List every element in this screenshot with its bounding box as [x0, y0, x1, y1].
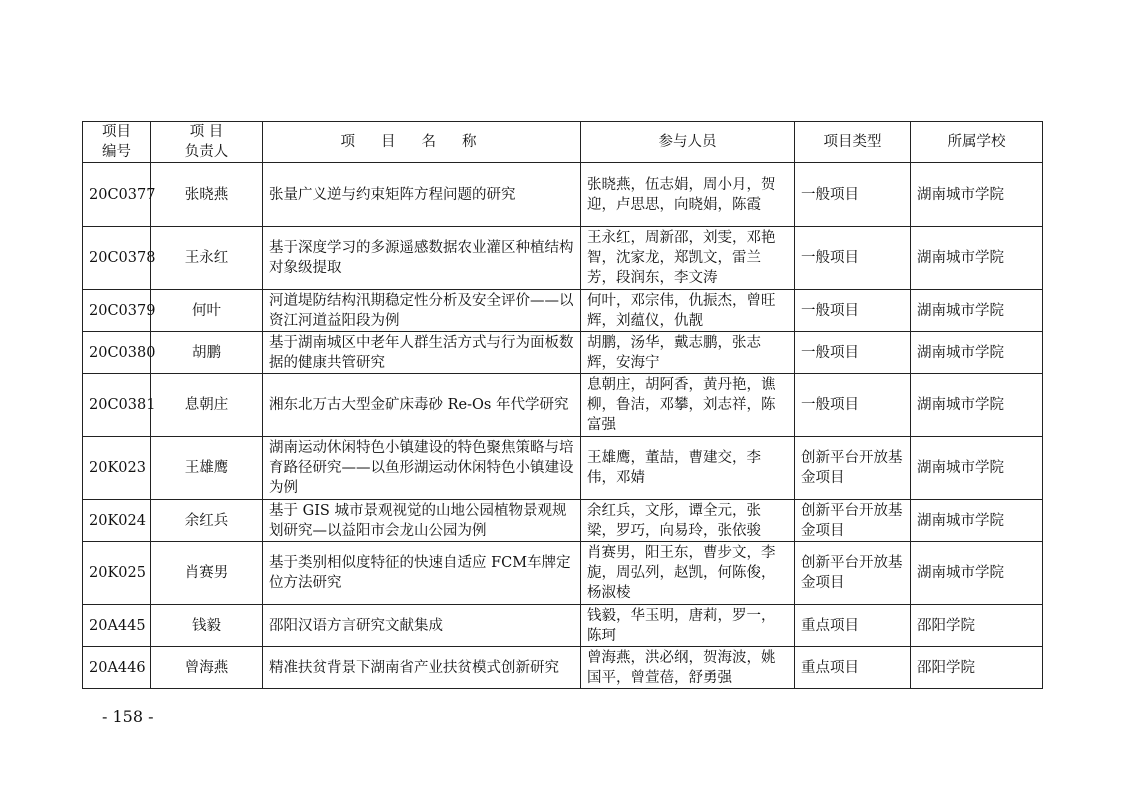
cell-project-type: 创新平台开放基金项目: [795, 437, 911, 500]
cell-leader: 余红兵: [151, 500, 263, 542]
table-row: [83, 542, 1043, 605]
cell-project-name: 基于湖南城区中老年人群生活方式与行为面板数据的健康共管研究: [263, 332, 581, 374]
cell-project-name: 河道堤防结构汛期稳定性分析及安全评价——以资江河道益阳段为例: [263, 290, 581, 332]
cell-members: 王雄鹰，董喆，曹建交，李伟，邓婧: [581, 437, 795, 500]
cell-members: 张晓燕，伍志娟，周小月，贺迎，卢思思，向晓娟，陈霞: [581, 163, 795, 227]
cell-project-name: 基于深度学习的多源遥感数据农业灌区种植结构对象级提取: [263, 227, 581, 290]
table-row: [83, 500, 1043, 542]
project-table: [82, 121, 1043, 689]
cell-school: 湖南城市学院: [911, 332, 1043, 374]
cell-project-id: 20C0381: [83, 374, 151, 437]
cell-leader: 何叶: [151, 290, 263, 332]
cell-project-id: 20C0377: [83, 163, 151, 227]
header-project-type: 项目类型: [795, 122, 911, 163]
table-row: [83, 163, 1043, 227]
cell-project-name: 基于类别相似度特征的快速自适应 FCM车牌定位方法研究: [263, 542, 581, 605]
cell-members: 肖赛男，阳王东，曹步文，李旎，周弘列，赵凯，何陈俊，杨淑棱: [581, 542, 795, 605]
cell-project-type: 重点项目: [795, 605, 911, 647]
cell-project-type: 一般项目: [795, 374, 911, 437]
cell-members: 曾海燕，洪必纲，贺海波，姚国平，曾萱蓓，舒勇强: [581, 647, 795, 689]
page-number: - 158 -: [102, 707, 154, 726]
table-row: [83, 437, 1043, 500]
header-row: [83, 122, 1043, 163]
cell-school: 湖南城市学院: [911, 374, 1043, 437]
cell-members: 何叶，邓宗伟，仇振杰，曾旺辉，刘蕴仪，仇靓: [581, 290, 795, 332]
cell-project-type: 创新平台开放基金项目: [795, 500, 911, 542]
cell-project-id: 20A446: [83, 647, 151, 689]
cell-school: 湖南城市学院: [911, 290, 1043, 332]
table-row: [83, 332, 1043, 374]
cell-project-id: 20K024: [83, 500, 151, 542]
cell-leader: 曾海燕: [151, 647, 263, 689]
table-row: [83, 647, 1043, 689]
cell-leader: 王雄鹰: [151, 437, 263, 500]
cell-project-name: 邵阳汉语方言研究文献集成: [263, 605, 581, 647]
cell-project-type: 创新平台开放基金项目: [795, 542, 911, 605]
cell-school: 湖南城市学院: [911, 500, 1043, 542]
cell-members: 胡鹏，汤华，戴志鹏，张志辉，安海宁: [581, 332, 795, 374]
cell-project-name: 湖南运动休闲特色小镇建设的特色聚焦策略与培育路径研究——以鱼形湖运动休闲特色小镇建设为例: [263, 437, 581, 500]
cell-project-id: 20C0378: [83, 227, 151, 290]
header-members: 参与人员: [581, 122, 795, 163]
cell-leader: 肖赛男: [151, 542, 263, 605]
cell-project-type: 一般项目: [795, 163, 911, 227]
header-project-name: 项目名称: [263, 122, 581, 163]
cell-project-type: 一般项目: [795, 290, 911, 332]
cell-school: 湖南城市学院: [911, 542, 1043, 605]
cell-leader: 胡鹏: [151, 332, 263, 374]
cell-members: 余红兵，文彤，谭全元，张梁，罗巧，向易玲，张依骏: [581, 500, 795, 542]
cell-project-name: 精准扶贫背景下湖南省产业扶贫模式创新研究: [263, 647, 581, 689]
cell-project-id: 20C0380: [83, 332, 151, 374]
cell-leader: 息朝庄: [151, 374, 263, 437]
cell-school: 邵阳学院: [911, 605, 1043, 647]
cell-school: 湖南城市学院: [911, 227, 1043, 290]
cell-members: 息朝庄，胡阿香，黄丹艳，谯柳，鲁洁，邓攀，刘志祥，陈富强: [581, 374, 795, 437]
cell-project-type: 重点项目: [795, 647, 911, 689]
cell-project-name: 湘东北万古大型金矿床毒砂 Re-Os 年代学研究: [263, 374, 581, 437]
table-row: [83, 227, 1043, 290]
table-row: [83, 374, 1043, 437]
cell-school: 邵阳学院: [911, 647, 1043, 689]
cell-school: 湖南城市学院: [911, 437, 1043, 500]
cell-project-id: 20K023: [83, 437, 151, 500]
table-row: [83, 290, 1043, 332]
cell-project-id: 20K025: [83, 542, 151, 605]
cell-project-type: 一般项目: [795, 227, 911, 290]
cell-project-name: 基于 GIS 城市景观视觉的山地公园植物景观规划研究—以益阳市会龙山公园为例: [263, 500, 581, 542]
header-leader: 项 目 负责人: [151, 122, 263, 163]
cell-leader: 张晓燕: [151, 163, 263, 227]
cell-project-type: 一般项目: [795, 332, 911, 374]
cell-leader: 钱毅: [151, 605, 263, 647]
cell-leader: 王永红: [151, 227, 263, 290]
cell-project-name: 张量广义逆与约束矩阵方程问题的研究: [263, 163, 581, 227]
cell-project-id: 20C0379: [83, 290, 151, 332]
cell-school: 湖南城市学院: [911, 163, 1043, 227]
cell-members: 钱毅，华玉明，唐莉，罗一，陈珂: [581, 605, 795, 647]
header-project-id: 项目 编号: [83, 122, 151, 163]
header-school: 所属学校: [911, 122, 1043, 163]
cell-project-id: 20A445: [83, 605, 151, 647]
table-row: [83, 605, 1043, 647]
cell-members: 王永红，周新邵，刘雯，邓艳智，沈家龙，郑凯文，雷兰芳，段润东，李文涛: [581, 227, 795, 290]
